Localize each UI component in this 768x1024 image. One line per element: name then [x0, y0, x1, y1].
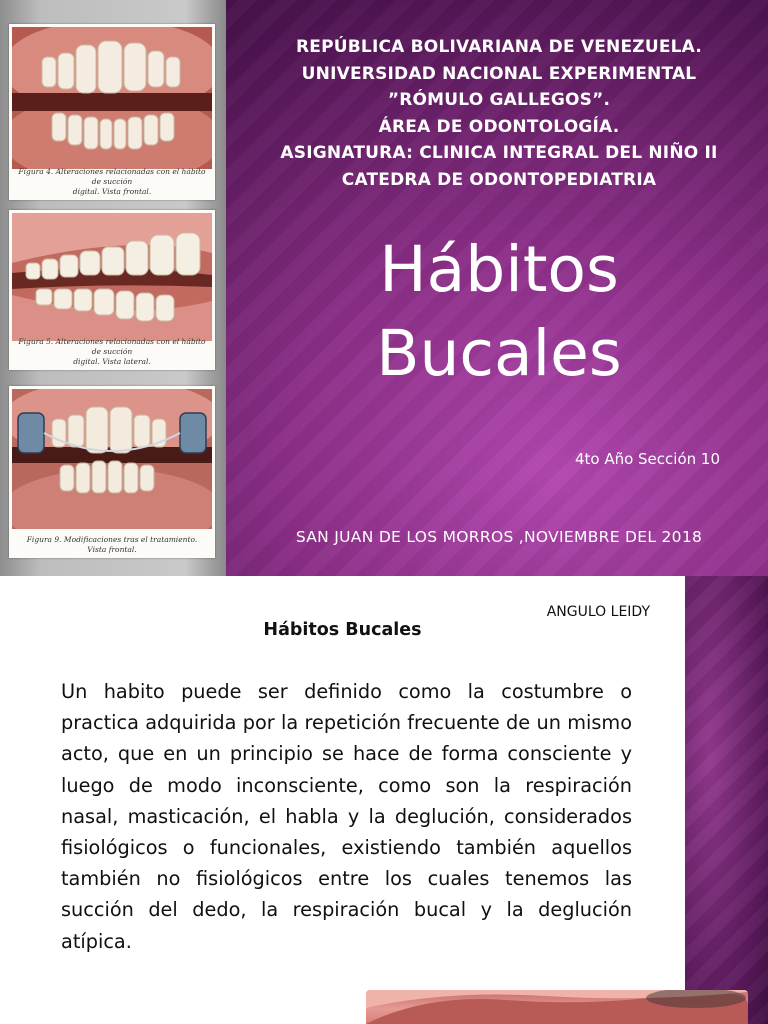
header-line-department: CATEDRA DE ODONTOPEDIATRIA	[341, 169, 657, 190]
caption-line: digital. Vista lateral.	[73, 357, 151, 366]
content-body: Un habito puede ser definido como la costumbre o practica adquirida por la repetición frecuente de un mismo acto, que en un principio se hace de forma consciente y luego de modo inconsciente, como son la respiración nasal, masticación, el habla y la deglución, considerados fisiológicos o funcionales, existiendo también aquellos también no fisiológicos entre los cuales tenemos las succión del dedo, la respiración bucal y la deglución atípica.	[61, 680, 632, 953]
slide-title	[236, 228, 762, 396]
caption-line: Figura 5. Alteraciones relacionadas con el hábito de succión	[18, 337, 206, 356]
slide2-background	[685, 576, 768, 1024]
caption-line: Figura 9. Modificaciones tras el tratamiento.	[26, 535, 198, 544]
title-line-2: Bucales	[376, 317, 622, 390]
header-line-subject: ASIGNATURA: CLINICA INTEGRAL DEL NIÑO II	[280, 143, 718, 163]
location-date: SAN JUAN DE LOS MORROS ,NOVIEMBRE DEL 2018	[295, 528, 703, 546]
photo-caption	[15, 167, 209, 197]
photo-strip	[0, 0, 226, 576]
photo-caption	[15, 337, 209, 367]
photo-caption	[15, 535, 209, 555]
caption-line: digital. Vista frontal.	[72, 187, 152, 196]
header-line-country: REPÚBLICA BOLIVARIANA DE VENEZUELA.	[296, 37, 702, 57]
content-slide	[0, 576, 685, 1024]
title-line-1: Hábitos	[379, 233, 619, 306]
photo-figure-4	[9, 24, 215, 200]
header-line-university: UNIVERSIDAD NACIONAL EXPERIMENTAL	[301, 63, 697, 84]
content-title: Hábitos Bucales	[263, 620, 422, 640]
institution-header	[236, 34, 762, 193]
mouth-photo-partial	[366, 990, 748, 1024]
grade-section: 4to Año Sección 10	[574, 450, 720, 468]
caption-line: Figura 4. Alteraciones relacionadas con el hábito de succión	[18, 167, 206, 186]
header-line-university-name: ”RÓMULO GALLEGOS”.	[387, 90, 611, 110]
photo-figure-5	[9, 210, 215, 370]
teeth-frontal-photo	[12, 27, 212, 169]
header-line-area: ÁREA DE ODONTOLOGÍA.	[378, 116, 620, 137]
teeth-lateral-photo	[12, 213, 212, 341]
author-name: ANGULO LEIDY	[546, 604, 650, 620]
caption-line: Vista frontal.	[87, 545, 137, 554]
teeth-treatment-photo	[12, 389, 212, 529]
photo-figure-9	[9, 386, 215, 558]
